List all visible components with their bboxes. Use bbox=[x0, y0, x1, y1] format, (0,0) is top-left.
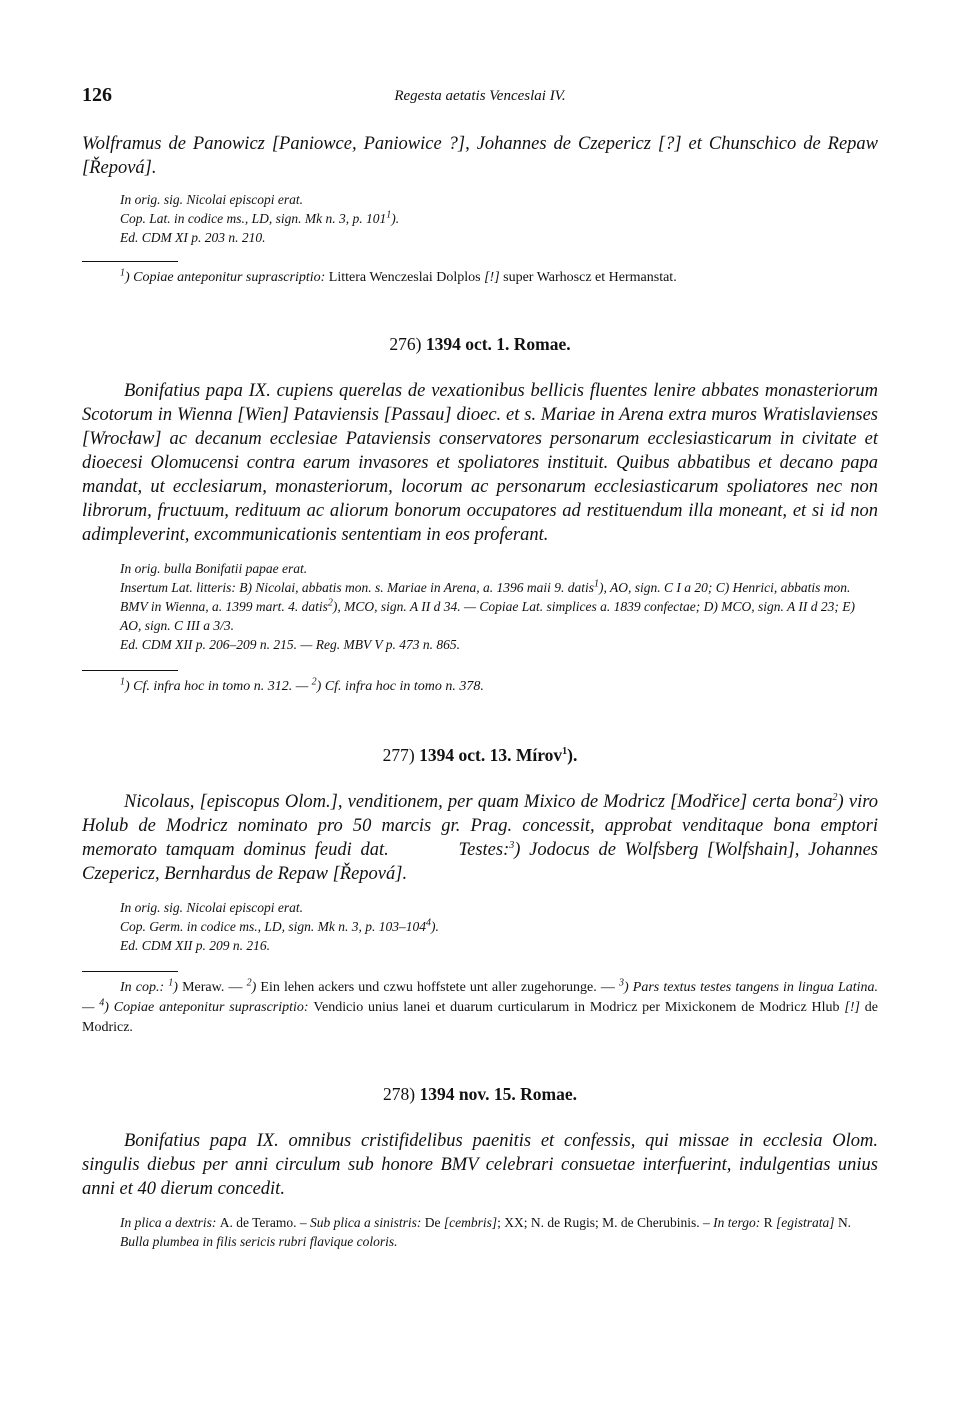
doc-277-notes bbox=[82, 898, 878, 955]
prev-doc-notes bbox=[82, 190, 878, 247]
doc-276-text: Bonifatius papa IX. cupiens querelas de vexationibus bellicis fluentes lenire abbates monasteriorum Scotorum in Wienna [Wien] Pataviensis [Passau] dioec. et s. Mariae in Arena extra muros Wratislavienses [Wrocław] ac decanum ecclesiae Pataviensis conservatores personarum ecclesiasticarum in civitate et dioecesi Olomucensi contra earum invasores et spoliatores instituit. Quibus abbatibus et decano papa mandat, ut ecclesiarum, monasteriorum, locorum ac personarum ecclesiasticarum spoliatores nec non librorum, fructuum, redituum ac aliorum bonorum occupatores ad restituendum illa moneant, et si id non adimpleverint, excommunicationis sententiam in eos proferant. bbox=[82, 381, 878, 545]
prev-note-3: Ed. CDM XI p. 203 n. 210. bbox=[120, 230, 266, 245]
doc-277-note-3: Ed. CDM XII p. 209 n. 216. bbox=[120, 938, 270, 953]
doc-276-heading: 276) 1394 oct. 1. Romae. bbox=[389, 334, 571, 354]
footnote-rule bbox=[82, 261, 178, 262]
document-page bbox=[82, 84, 883, 1251]
prev-doc-text: Wolframus de Panowicz [Paniowce, Paniowice ?], Johannes de Czepericz [?] et Chunschico de Repaw [Řepová]. bbox=[82, 134, 878, 178]
doc-277-footnote: In cop.: $^1$) Meraw. — $^2$) Ein lehen ackers und czwu hoffstete unt aller zugehorunge. — $^3$) Pars textus testes tangens in lingua Latina. — $^4$) Copiae anteponitur suprascriptio: Vendicio unius lanei et duarum curticularum in Modricz per Mixickonem de Modricz Hlub [!] de Modricz. bbox=[82, 977, 879, 1035]
prev-note-2: Cop. Lat. in codice ms., LD, sign. Mk n. 3, p. $101^1$). bbox=[120, 209, 400, 226]
doc-277-note-2: Cop. Germ. in codice ms., LD, sign. Mk n. 3, p. $103-104^4$). bbox=[120, 917, 439, 934]
doc-276-note-1: In orig. bulla Bonifatii papae erat. bbox=[120, 561, 308, 576]
footnote-rule bbox=[82, 670, 178, 671]
running-title: Regesta aetatis Venceslai IV. bbox=[394, 88, 566, 104]
doc-278-heading: 278) 1394 nov. 15. Romae. bbox=[383, 1084, 577, 1104]
doc-276-note-3: Ed. CDM XII p. 206–209 n. 215. — Reg. MBV V p. 473 n. 865. bbox=[120, 637, 460, 652]
prev-footnote: $^1$) Copiae anteponitur suprascriptio: Littera Wenczeslai Dolplos [!] super Warhoscz et Hermanstat. bbox=[120, 267, 677, 285]
doc-278-notes bbox=[82, 1213, 878, 1251]
doc-278-note-2: Bulla plumbea in filis sericis rubri flavique coloris. bbox=[120, 1234, 398, 1249]
doc-277-heading: 277) 1394 oct. 13. Mírov$^1$). bbox=[382, 745, 578, 765]
doc-276-note-2: Insertum Lat. litteris: B) Nicolai, abbatis mon. s. Mariae in Arena, a. 1396 maii 9. datis$^1$), AO, sign. C I a 20; C) Henrici, abbatis mon. BMV in Wienna, a. 1399 mart. 4. datis$^2$), MCO, sign. A II d 34. — Copiae Lat. simplices a. 1839 confectae; D) MCO, sign. A II d 23; E) AO, sign. C III a 3/3. bbox=[120, 578, 855, 633]
page-number: 126 bbox=[82, 84, 112, 106]
doc-278-text: Bonifatius papa IX. omnibus cristifidelibus paenitis et confessis, qui missae in ecclesia Olom. singulis diebus per anni circulum sub honore BMV celebrari consuetae interfuerint, indulgentias unius anni et 40 dierum concedit. bbox=[82, 1131, 878, 1199]
prev-note-1: In orig. sig. Nicolai episcopi erat. bbox=[120, 192, 303, 207]
page-header bbox=[82, 84, 878, 108]
doc-277-note-1: In orig. sig. Nicolai episcopi erat. bbox=[120, 900, 303, 915]
doc-278-note-1: In plica a dextris: A. de Teramo. – Sub plica a sinistris: De [cembris]; XX; N. de Rugis; M. de Cherubinis. – In tergo: R [egistrata] N. bbox=[120, 1215, 852, 1230]
doc-277-text: Nicolaus, [episcopus Olom.], venditionem, per quam Mixico de Modricz [Modřice] certa bona$^2$) viro Holub de Modricz nominato pro 50 marcis gr. Prag. concessit, approbat venditaque bona emptori memorato tamquam dominus feudi dat. Testes:$^3$) Jodocus de Wolfsberg [Wolfshain], Johannes Czepericz, Bernhardus de Repaw [Řepová]. bbox=[82, 791, 883, 884]
doc-276-notes bbox=[82, 559, 878, 654]
footnote-rule bbox=[82, 971, 178, 972]
doc-276-footnote: $^1$) Cf. infra hoc in tomo n. 312. — $^2$) Cf. infra hoc in tomo n. 378. bbox=[120, 676, 484, 694]
